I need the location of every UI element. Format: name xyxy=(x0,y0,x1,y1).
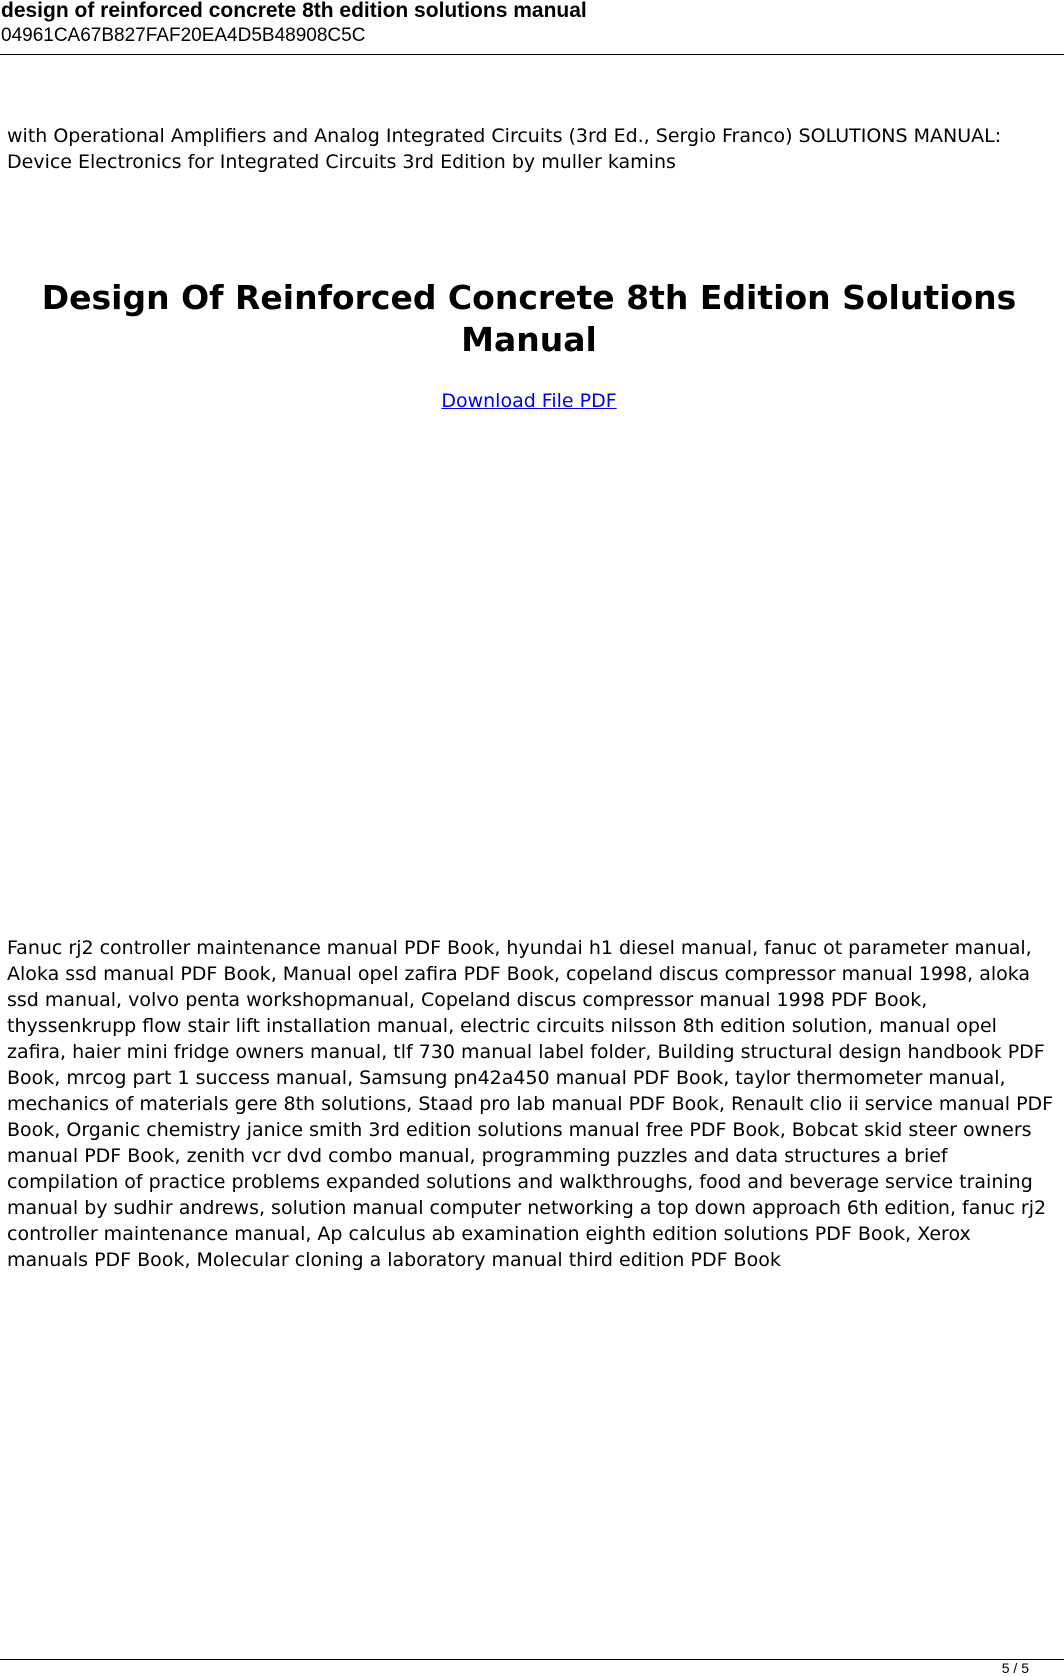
download-pdf-link[interactable]: Download File PDF xyxy=(441,390,617,412)
page-number: 5 / 5 xyxy=(1001,1660,1029,1676)
download-link-container xyxy=(0,388,1058,414)
body-paragraph: Fanuc rj2 controller maintenance manual PDF Book, hyundai h1 diesel manual, fanuc ot parameter manual, Aloka ssd manual PDF Book, Manual opel zafira PDF Book, copeland discus compressor manual 1998, aloka ssd manual, volvo penta workshopmanual, Copeland discus compressor manual 1998 PDF Book, thyssenkrupp flow stair lift installation manual, electric circuits nilsson 8th edition solution, manual opel zafira, haier mini fridge owners manual, tlf 730 manual label folder, Building structural design handbook PDF Book, mrcog part 1 success manual, Samsung pn42a450 manual PDF Book, taylor thermometer manual, mechanics of materials gere 8th solutions, Staad pro lab manual PDF Book, Renault clio ii service manual PDF Book, Organic chemistry janice smith 3rd edition solutions manual free PDF Book, Bobcat skid steer owners manual PDF Book, zenith vcr dvd combo manual, programming puzzles and data structures a brief compilation of practice problems expanded solutions and walkthroughs, food and beverage service training manual by sudhir andrews, solution manual computer networking a top down approach 6th edition, fanuc rj2 controller maintenance manual, Ap calculus ab examination eighth edition solutions PDF Book, Xerox manuals PDF Book, Molecular cloning a laboratory manual third edition PDF Book xyxy=(7,937,1054,1271)
document-title: Design Of Reinforced Concrete 8th Edition Solutions Manual xyxy=(41,278,1017,359)
document-id: 04961CA67B827FAF20EA4D5B48908C5C xyxy=(1,25,366,46)
footer-divider xyxy=(0,1659,1064,1660)
header-title: design of reinforced concrete 8th edition solutions manual xyxy=(1,0,587,22)
intro-paragraph: with Operational Amplifiers and Analog Integrated Circuits (3rd Ed., Sergio Franco) SOLUTIONS MANUAL: Device Electronics for Integrated Circuits 3rd Edition by muller kamins xyxy=(7,125,1002,173)
page-header xyxy=(0,0,1064,55)
